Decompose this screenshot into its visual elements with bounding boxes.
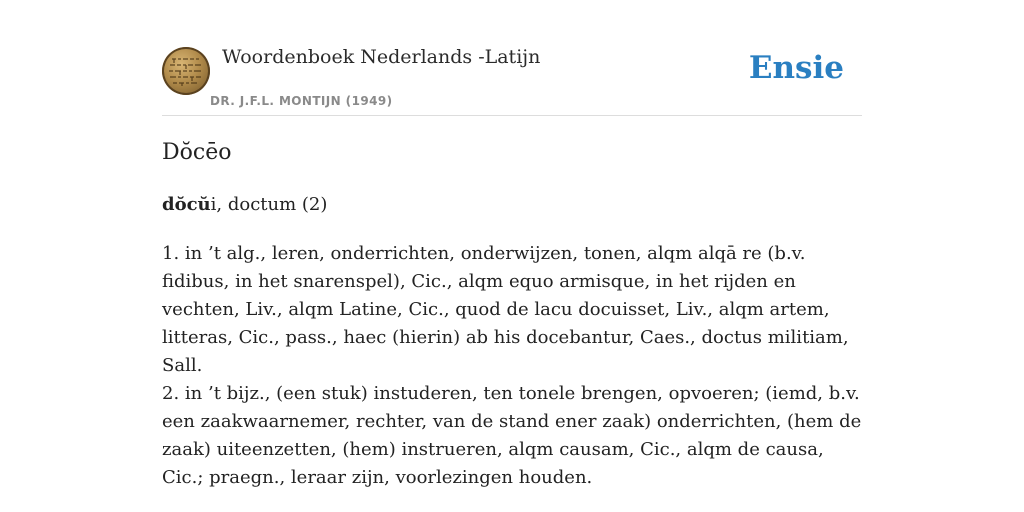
coin-seal-icon — [162, 47, 210, 95]
sense-2: 2. in ’t bijz., (een stuk) instuderen, ten tonele brengen, opvoeren; (iemd, b.v. een zaakwaarnemer, rechter, van de stand ener zaak) onderrichten, (hem de zaak) uiteenzetten, (hem) instrueren, alqm causam, Cic., alqm de causa, Cic.; praegn., leraar zijn, voorlezingen houden. — [162, 383, 862, 488]
entry-definition — [162, 240, 862, 492]
entry-headword: Dŏcēo — [162, 140, 232, 165]
sense-1: 1. in ’t alg., leren, onderrichten, onderwijzen, tonen, alqm alqā re (b.v. fidibus, in het snarenspel), Cic., alqm equo armisque, in het rijden en vechten, Liv., alqm Latine, Cic., quod de lacu docuisset, Liv., alqm artem, litteras, Cic., pass., haec (hierin) ab his docebantur, Caes., doctus militiam, Sall. — [162, 243, 849, 376]
entry-principal-parts — [162, 194, 327, 215]
perfect-ending: i — [210, 194, 217, 215]
header-divider — [162, 115, 862, 116]
author-byline: DR. J.F.L. MONTIJN (1949) — [210, 94, 393, 108]
header — [162, 44, 862, 116]
brand-logo-link[interactable]: Ensie — [748, 50, 844, 86]
perfect-stem: dŏcŭ — [162, 194, 211, 215]
book-title[interactable]: Woordenboek Nederlands -Latijn — [222, 46, 541, 68]
supine-and-class: , doctum (2) — [216, 194, 328, 215]
